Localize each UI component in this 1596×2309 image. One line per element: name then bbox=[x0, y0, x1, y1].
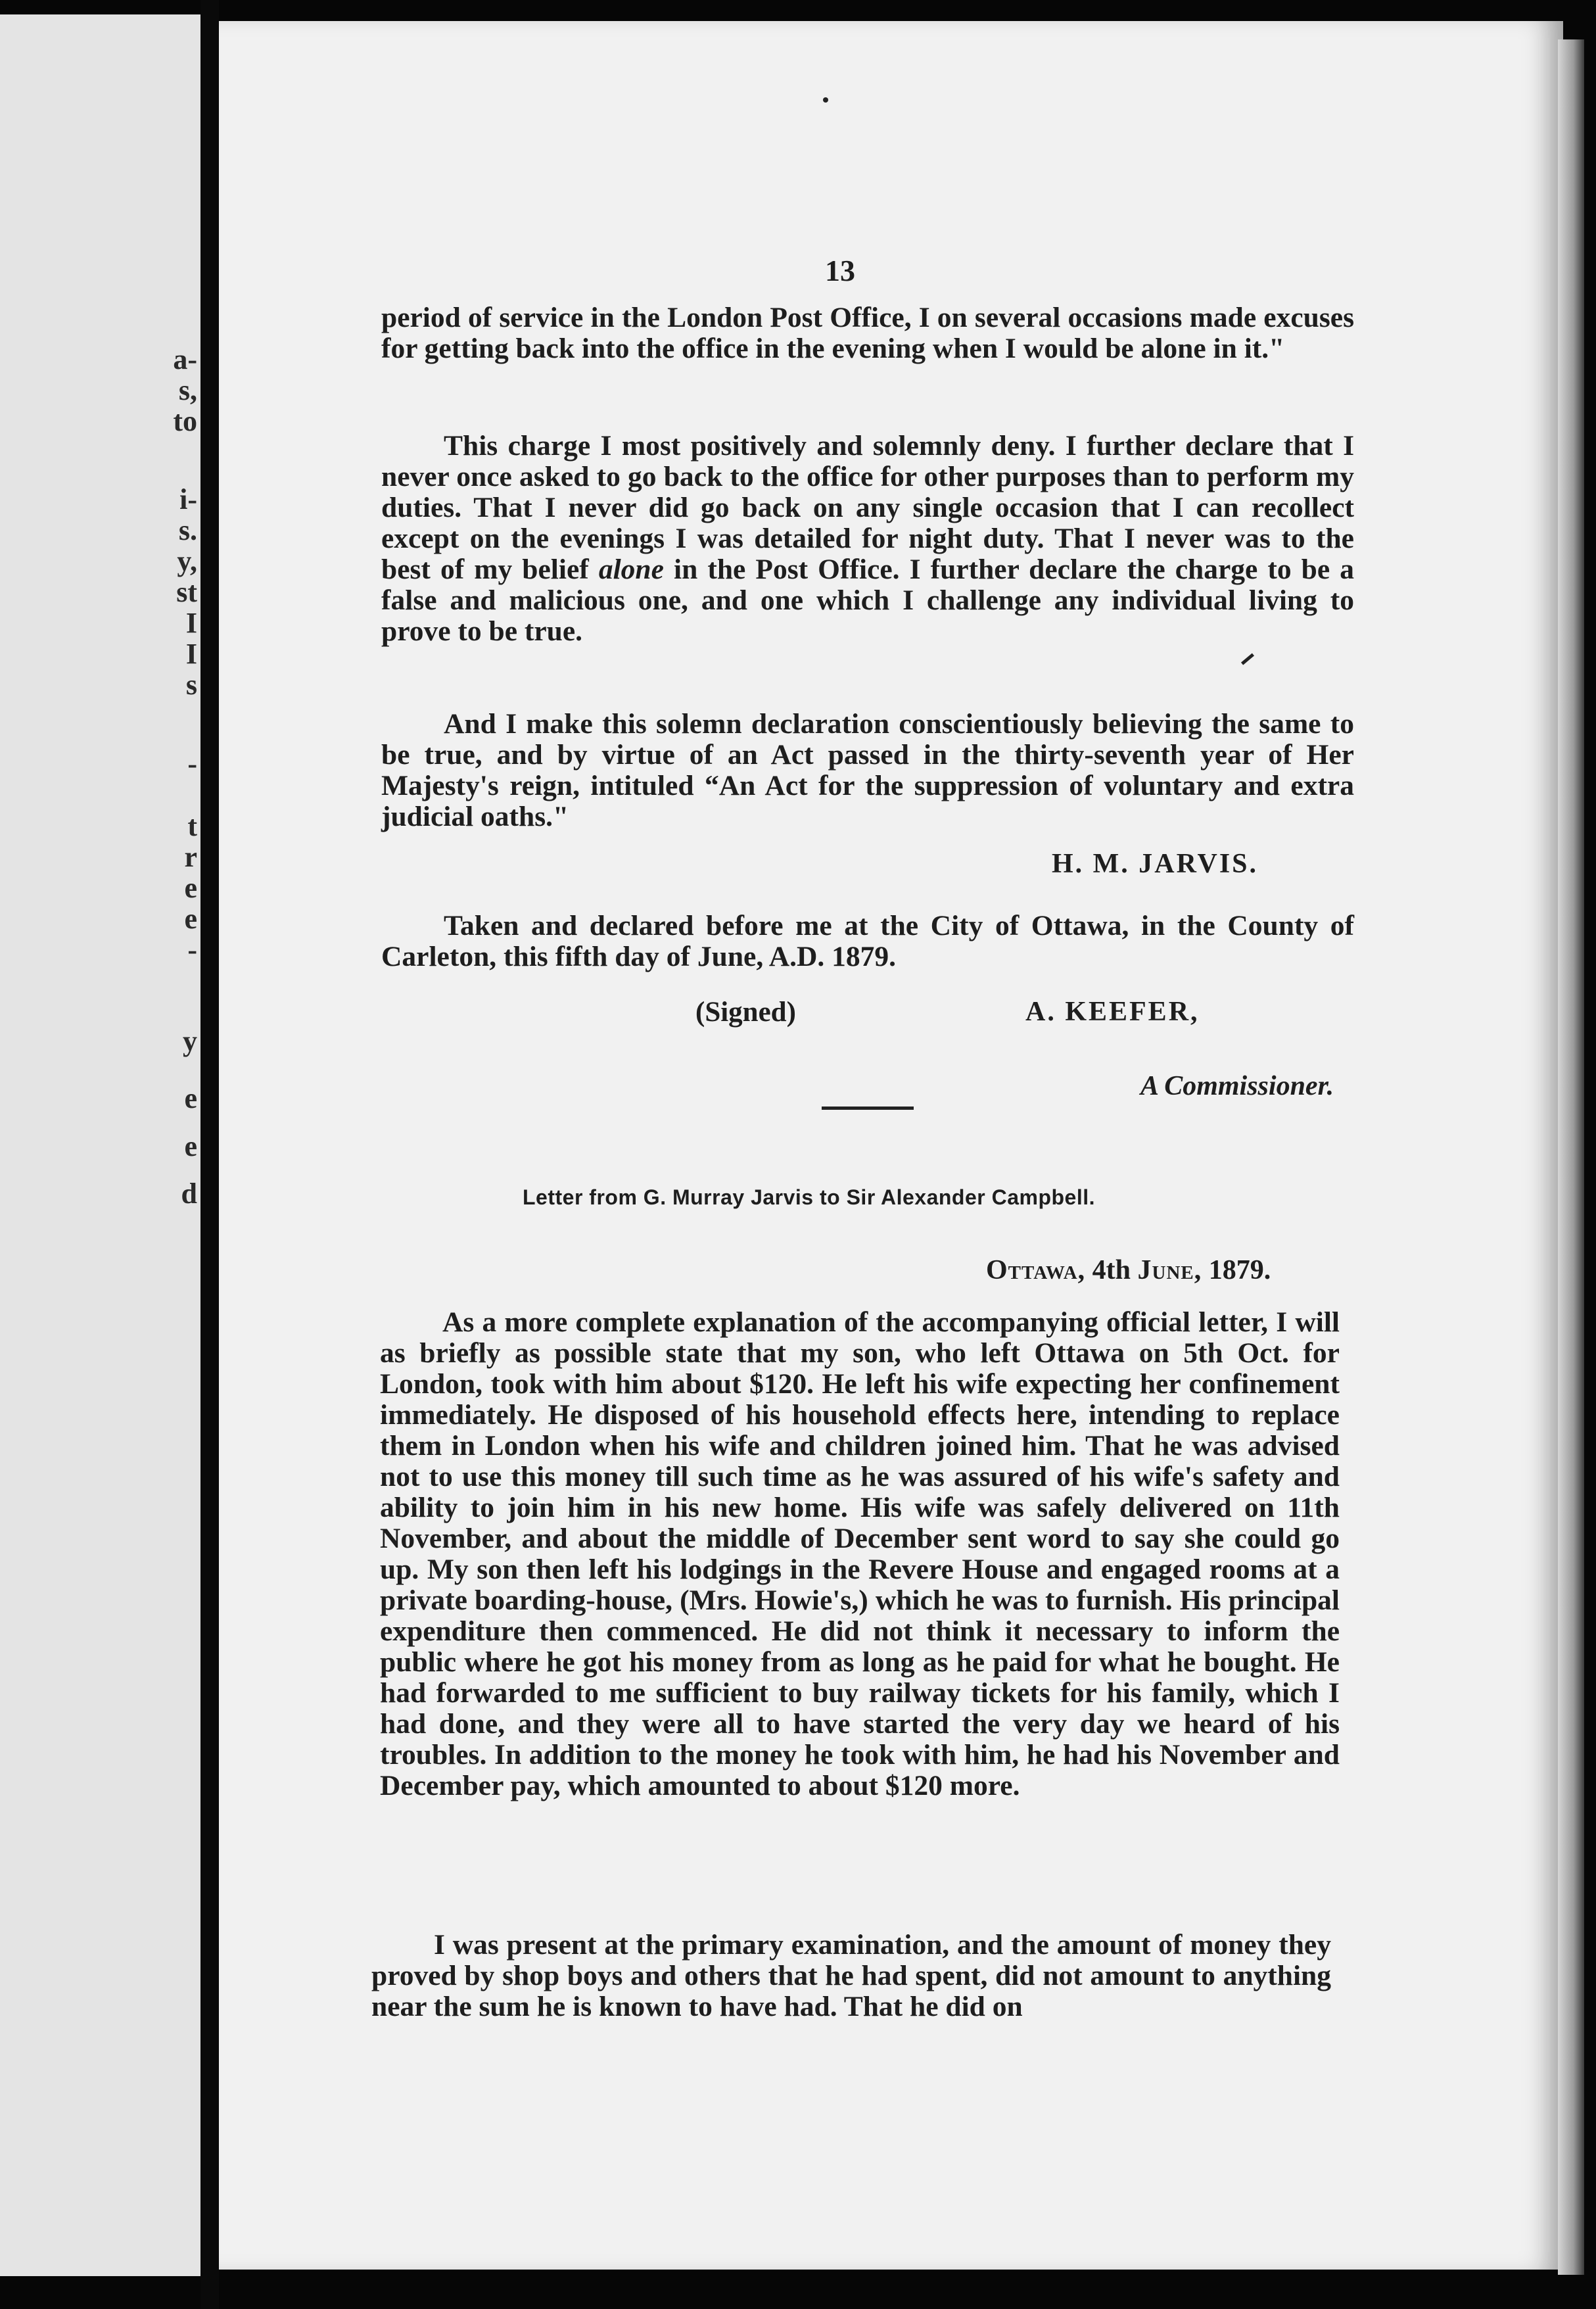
left-page-fragment bbox=[0, 14, 206, 2276]
declarant-signature: H. M. JARVIS. bbox=[1052, 849, 1259, 879]
paragraph-declaration: And I make this solemn declaration conscientiously believing the same to be true, and by virtue of an Act passed in the thirty-seventh year of Her Majesty's reign, intituled “An Act for the suppression of voluntary and extra judicial oaths." bbox=[381, 708, 1354, 832]
page-number: 13 bbox=[825, 254, 855, 287]
left-fragment-line: e bbox=[184, 1082, 197, 1114]
dateline-day: 4th bbox=[1092, 1255, 1131, 1285]
page-gutter bbox=[200, 0, 219, 2309]
letter-heading: Letter from G. Murray Jarvis to Sir Alexander Campbell. bbox=[523, 1185, 1096, 1209]
signed-label: (Signed) bbox=[695, 997, 796, 1028]
left-fragment-line: d bbox=[181, 1178, 197, 1210]
left-fragment-line: y, bbox=[177, 545, 197, 577]
left-fragment-line: a- bbox=[173, 343, 197, 375]
commissioner-name: A. KEEFER, bbox=[1025, 997, 1200, 1027]
paragraph-denial bbox=[381, 431, 1354, 647]
left-fragment-line: to bbox=[173, 405, 197, 437]
left-fragment-line: e bbox=[184, 1130, 197, 1162]
page-edge-shadow bbox=[1558, 39, 1584, 2275]
letter-dateline bbox=[986, 1254, 1271, 1286]
left-fragment-line: e bbox=[184, 872, 197, 904]
paragraph-denial-text-b: in the Post Office. I further declare the charge to be a false and malicious one, and one which I challenge any individual living to prove to be true. bbox=[381, 554, 1354, 647]
left-fragment-line: - bbox=[187, 934, 197, 966]
left-fragment-line: e bbox=[184, 903, 197, 935]
section-divider bbox=[822, 1107, 914, 1110]
paragraph-examination: I was present at the primary examination, and the amount of money they proved by shop boys and others that he had spent, did not amount to anything near the sum he is known to have had. That he did on bbox=[371, 1929, 1331, 2022]
paragraph-continuation: period of service in the London Post Office, I on several occasions made excuses for getting back into the office in the evening when I would be alone in it." bbox=[381, 302, 1354, 364]
left-fragment-line: I bbox=[185, 607, 197, 639]
left-fragment-line: I bbox=[185, 638, 197, 670]
paragraph-denial-text-a: This charge I most positively and solemnly deny. I further declare that I never once asked to go back to the office for other purposes than to perform my duties. That I never did go back on any single occasion that I can recollect except on the evenings I was detailed for night duty. That I never was to the best of my belief bbox=[381, 430, 1354, 585]
left-fragment-line: - bbox=[187, 748, 197, 780]
paragraph-letter-body: As a more complete explanation of the accompanying official letter, I will as briefly as possible state that my son, who left Ottawa on 5th Oct. for London, took with him about $120. He left his wife expecting her confinement immediately. He disposed of his household effects here, intending to replace them in London when his wife and children joined him. That he was advised not to use this money till such time as he was assured of his wife's safety and ability to join him in his new home. His wife was safely delivered on 11th November, and about the middle of December sent word to say she could go up. My son then left his lodgings in the Revere House and engaged rooms at a private boarding-house, (Mrs. Howie's,) which he was to furnish. His principal expenditure then commenced. He did not think it necessary to inform the public where he got his money from as long as he paid for what he bought. He had forwarded to me sufficient to buy railway tickets for his family, which I had done, and they were all to have started the very day we heard of his troubles. In addition to the money he took with him, he had his November and December pay, which amounted to about $120 more. bbox=[380, 1306, 1340, 1801]
left-fragment-line: r bbox=[184, 841, 197, 873]
left-fragment-line: i- bbox=[179, 483, 197, 515]
commissioner-title: A Commissioner. bbox=[1140, 1071, 1334, 1101]
ink-dot bbox=[823, 97, 828, 103]
emphasis-alone: alone bbox=[598, 554, 664, 585]
dateline-place: Ottawa, bbox=[986, 1255, 1086, 1285]
left-fragment-line: s, bbox=[178, 374, 197, 406]
dateline-month: June, bbox=[1137, 1255, 1202, 1285]
left-fragment-line: t bbox=[187, 810, 197, 842]
left-fragment-line: s. bbox=[178, 514, 197, 546]
left-fragment-line: s bbox=[185, 669, 197, 701]
left-fragment-line: y bbox=[183, 1025, 197, 1057]
dateline-year: 1879. bbox=[1208, 1255, 1271, 1285]
paragraph-taken-before: Taken and declared before me at the City of Ottawa, in the County of Carleton, this fifth day of June, A.D. 1879. bbox=[381, 910, 1354, 972]
left-fragment-line: st bbox=[176, 576, 197, 608]
